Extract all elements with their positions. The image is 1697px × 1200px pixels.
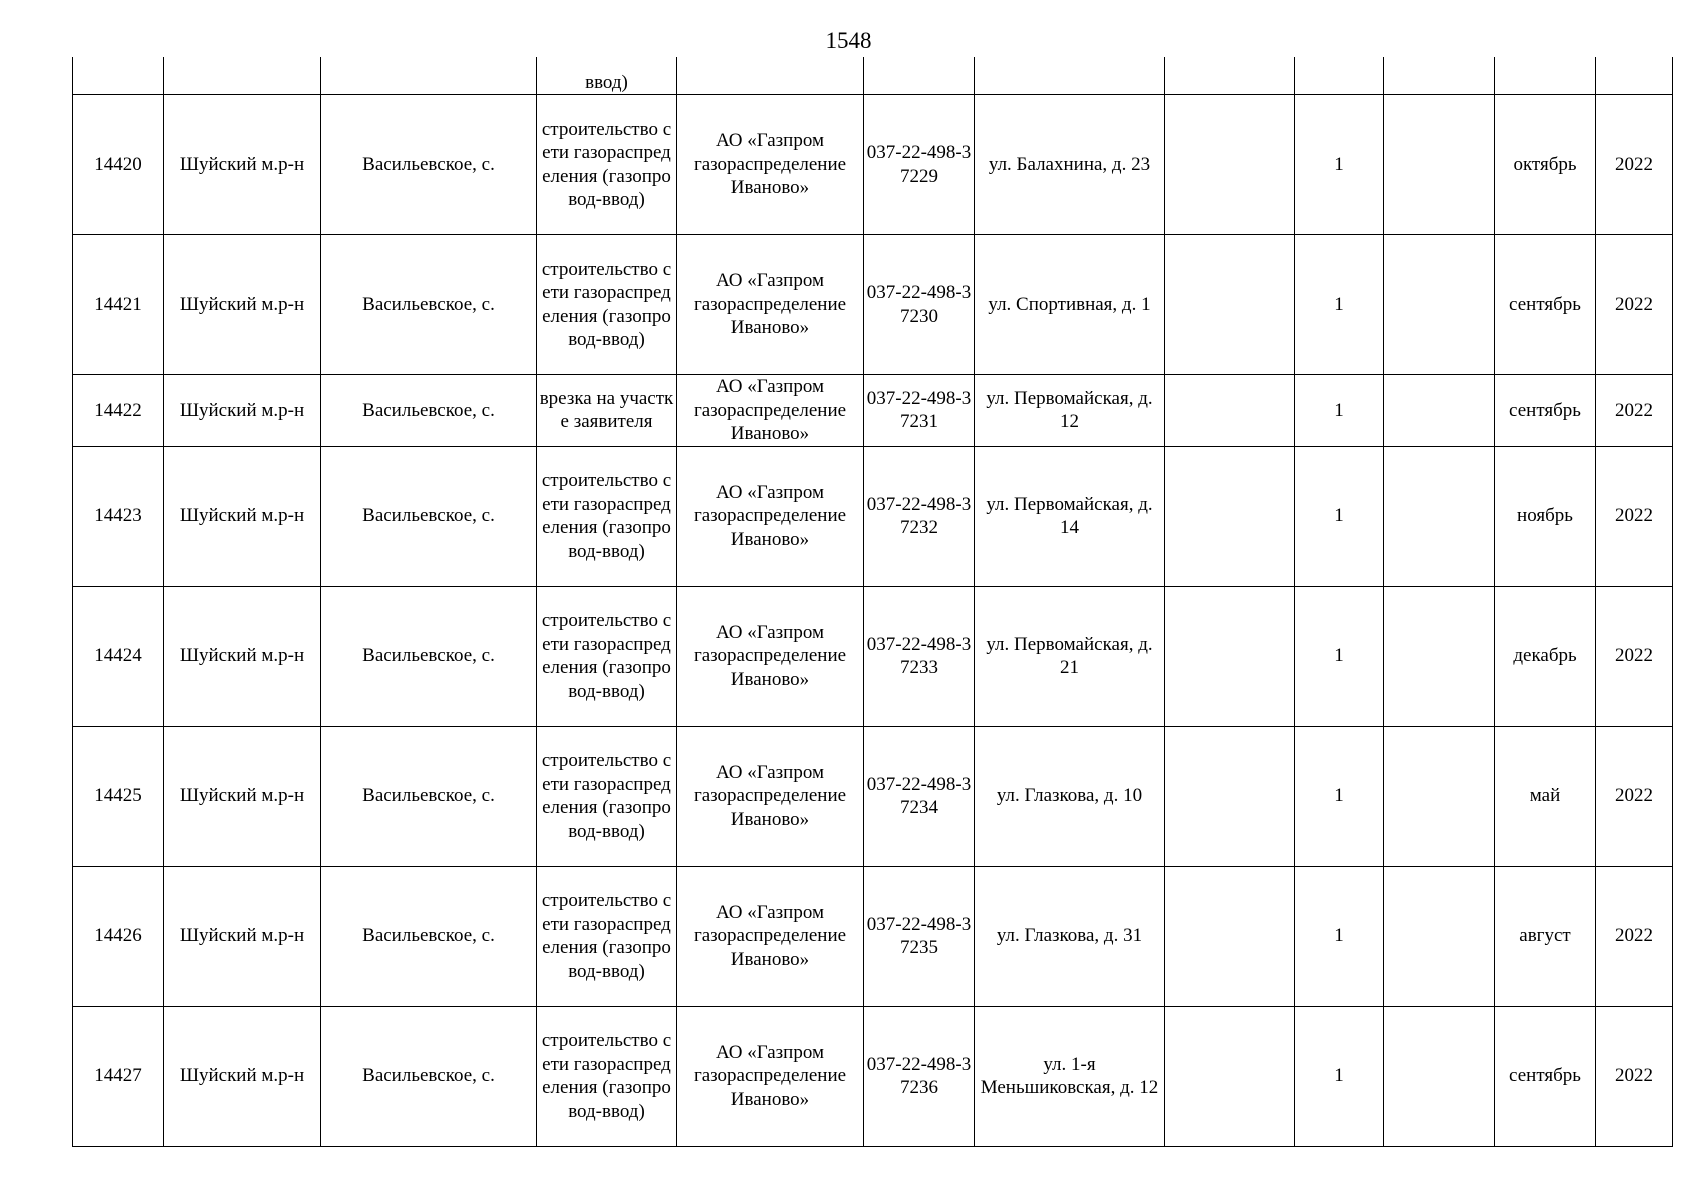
code-cell: 037-22-498-37232 <box>864 446 975 586</box>
cell-empty <box>1495 57 1596 95</box>
settlement-cell: Васильевское, с. <box>321 235 537 375</box>
year-cell: 2022 <box>1596 235 1673 375</box>
address-cell: ул. Глазкова, д. 31 <box>975 866 1165 1006</box>
cell-empty <box>1165 586 1295 726</box>
cell-empty <box>1165 446 1295 586</box>
work-type-cell: строительство сети газораспределения (газопровод-ввод) <box>537 1006 677 1146</box>
settlement-cell: Васильевское, с. <box>321 95 537 235</box>
id-cell: 14424 <box>73 586 164 726</box>
cell-empty <box>1165 866 1295 1006</box>
month-cell: ноябрь <box>1495 446 1596 586</box>
work-type-cell: ввод) <box>537 57 677 95</box>
table-row <box>73 375 1673 447</box>
code-cell: 037-22-498-37234 <box>864 726 975 866</box>
table-row <box>73 726 1673 866</box>
address-cell: ул. 1-я Меньшиковская, д. 12 <box>975 1006 1165 1146</box>
organization-cell: АО «Газпром газораспределение Иваново» <box>677 586 864 726</box>
cell-empty <box>1165 375 1295 447</box>
count-cell: 1 <box>1295 375 1384 447</box>
district-cell: Шуйский м.р-н <box>164 446 321 586</box>
work-type-cell: строительство сети газораспределения (газопровод-ввод) <box>537 235 677 375</box>
month-cell: октябрь <box>1495 95 1596 235</box>
code-cell: 037-22-498-37231 <box>864 375 975 447</box>
year-cell: 2022 <box>1596 446 1673 586</box>
cell-empty <box>1165 726 1295 866</box>
cell-empty <box>1384 866 1495 1006</box>
page-number: 1548 <box>825 28 872 53</box>
table-row <box>73 866 1673 1006</box>
settlement-cell: Васильевское, с. <box>321 1006 537 1146</box>
organization-cell: АО «Газпром газораспределение Иваново» <box>677 866 864 1006</box>
year-cell: 2022 <box>1596 586 1673 726</box>
address-cell: ул. Первомайская, д. 12 <box>975 375 1165 447</box>
settlement-cell: Васильевское, с. <box>321 446 537 586</box>
cell-empty <box>1596 57 1673 95</box>
cell-empty <box>73 57 164 95</box>
organization-cell: АО «Газпром газораспределение Иваново» <box>677 375 864 447</box>
cell-empty <box>1384 235 1495 375</box>
continuation-row <box>73 57 1673 95</box>
id-cell: 14426 <box>73 866 164 1006</box>
code-cell: 037-22-498-37233 <box>864 586 975 726</box>
cell-empty <box>1295 57 1384 95</box>
district-cell: Шуйский м.р-н <box>164 235 321 375</box>
code-cell: 037-22-498-37229 <box>864 95 975 235</box>
table-row <box>73 1006 1673 1146</box>
count-cell: 1 <box>1295 866 1384 1006</box>
month-cell: сентябрь <box>1495 1006 1596 1146</box>
count-cell: 1 <box>1295 446 1384 586</box>
cell-empty <box>1165 1006 1295 1146</box>
work-type-cell: строительство сети газораспределения (газопровод-ввод) <box>537 95 677 235</box>
cell-empty <box>1384 726 1495 866</box>
month-cell: сентябрь <box>1495 375 1596 447</box>
id-cell: 14421 <box>73 235 164 375</box>
cell-empty <box>1384 375 1495 447</box>
cell-empty <box>677 57 864 95</box>
year-cell: 2022 <box>1596 866 1673 1006</box>
cell-empty <box>1384 446 1495 586</box>
cell-empty <box>164 57 321 95</box>
organization-cell: АО «Газпром газораспределение Иваново» <box>677 726 864 866</box>
code-cell: 037-22-498-37235 <box>864 866 975 1006</box>
table-row <box>73 235 1673 375</box>
table-row <box>73 95 1673 235</box>
count-cell: 1 <box>1295 586 1384 726</box>
id-cell: 14423 <box>73 446 164 586</box>
organization-cell: АО «Газпром газораспределение Иваново» <box>677 1006 864 1146</box>
settlement-cell: Васильевское, с. <box>321 586 537 726</box>
cell-empty <box>1384 57 1495 95</box>
district-cell: Шуйский м.р-н <box>164 375 321 447</box>
cell-empty <box>1384 586 1495 726</box>
year-cell: 2022 <box>1596 1006 1673 1146</box>
district-cell: Шуйский м.р-н <box>164 726 321 866</box>
address-cell: ул. Спортивная, д. 1 <box>975 235 1165 375</box>
settlement-cell: Васильевское, с. <box>321 375 537 447</box>
code-cell: 037-22-498-37230 <box>864 235 975 375</box>
cell-empty <box>975 57 1165 95</box>
month-cell: август <box>1495 866 1596 1006</box>
district-cell: Шуйский м.р-н <box>164 586 321 726</box>
address-cell: ул. Балахнина, д. 23 <box>975 95 1165 235</box>
settlement-cell: Васильевское, с. <box>321 726 537 866</box>
address-cell: ул. Первомайская, д. 21 <box>975 586 1165 726</box>
table-row <box>73 446 1673 586</box>
cell-empty <box>864 57 975 95</box>
year-cell: 2022 <box>1596 375 1673 447</box>
settlement-cell: Васильевское, с. <box>321 866 537 1006</box>
organization-cell: АО «Газпром газораспределение Иваново» <box>677 235 864 375</box>
year-cell: 2022 <box>1596 726 1673 866</box>
address-cell: ул. Глазкова, д. 10 <box>975 726 1165 866</box>
organization-cell: АО «Газпром газораспределение Иваново» <box>677 95 864 235</box>
table-row <box>73 586 1673 726</box>
month-cell: май <box>1495 726 1596 866</box>
id-cell: 14420 <box>73 95 164 235</box>
district-cell: Шуйский м.р-н <box>164 866 321 1006</box>
work-type-cell: строительство сети газораспределения (газопровод-ввод) <box>537 866 677 1006</box>
id-cell: 14427 <box>73 1006 164 1146</box>
year-cell: 2022 <box>1596 95 1673 235</box>
count-cell: 1 <box>1295 726 1384 866</box>
count-cell: 1 <box>1295 95 1384 235</box>
work-type-cell: строительство сети газораспределения (газопровод-ввод) <box>537 446 677 586</box>
cell-empty <box>1165 95 1295 235</box>
count-cell: 1 <box>1295 1006 1384 1146</box>
district-cell: Шуйский м.р-н <box>164 1006 321 1146</box>
month-cell: декабрь <box>1495 586 1596 726</box>
month-cell: сентябрь <box>1495 235 1596 375</box>
code-cell: 037-22-498-37236 <box>864 1006 975 1146</box>
work-type-cell: врезка на участке заявителя <box>537 375 677 447</box>
cell-empty <box>1384 95 1495 235</box>
work-type-cell: строительство сети газораспределения (газопровод-ввод) <box>537 726 677 866</box>
count-cell: 1 <box>1295 235 1384 375</box>
district-cell: Шуйский м.р-н <box>164 95 321 235</box>
work-type-cell: строительство сети газораспределения (газопровод-ввод) <box>537 586 677 726</box>
id-cell: 14425 <box>73 726 164 866</box>
cell-empty <box>1165 57 1295 95</box>
organization-cell: АО «Газпром газораспределение Иваново» <box>677 446 864 586</box>
cell-empty <box>1384 1006 1495 1146</box>
cell-empty <box>1165 235 1295 375</box>
address-cell: ул. Первомайская, д. 14 <box>975 446 1165 586</box>
id-cell: 14422 <box>73 375 164 447</box>
register-table <box>72 57 1673 1147</box>
cell-empty <box>321 57 537 95</box>
